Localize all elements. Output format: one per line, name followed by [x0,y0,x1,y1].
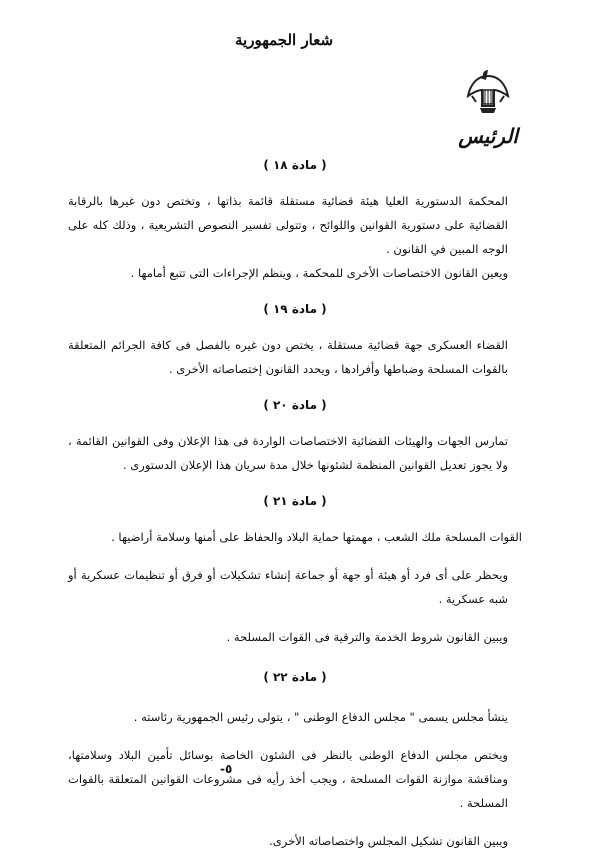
article-20-title: ( مادة ٢٠ ) [263,398,327,412]
calligraphy-text: شعار الجمهورية [235,31,334,49]
eagle-emblem-icon [464,66,512,118]
calligraphy-header [235,30,334,49]
article-20-paragraph-1: تمارس الجهات والهيئات القضائية الاختصاصات الواردة فى هذا الإعلان وفى القوانين القائمة ، ولا يجوز تعديل القوانين المنظمة لشئونها خلال مدة سريان هذا الإعلان الدستورى . [68,434,508,472]
page-mark: -٥ [220,762,233,776]
article-19-paragraph-1: القضاء العسكرى جهة قضائية مستقلة ، يختص دون غيره بالفصل فى كافة الجرائم المتعلقة بالقوات المسلحة وضباطها وأفرادها ، ويحدد القانون إختصاصاته الأخرى . [68,338,508,376]
article-21-paragraph-3: ويبين القانون شروط الخدمة والترقية فى القوات المسلحة . [226,630,508,644]
article-18-paragraph-1: المحكمة الدستورية العليا هيئة قضائية مستقلة قائمة بذاتها ، وتختص دون غيرها بالرقابة القضائية على دستورية القوانين واللوائح ، وتتولى تفسير النصوص التشريعية ، وذلك كله على الوجه المبين في القانون . [68,194,508,256]
article-22-paragraph-3: ويبين القانون تشكيل المجلس واختصاصاته الأخرى. [269,834,508,848]
article-18-paragraph-2: ويعين القانون الاختصاصات الأخرى للمحكمة ، وينظم الإجراءات التى تتبع أمامها . [130,266,508,280]
article-18-title: ( مادة ١٨ ) [263,158,327,172]
article-22-paragraph-2: ويختص مجلس الدفاع الوطنى بالنظر فى الشئون الخاصة بوسائل تأمين البلاد وسلامتها، ومناقشة موازنة القوات المسلحة ، ويجب أخذ رأيه فى مشروعات القوانين المتعلقة بالقوات المسلحة . [68,748,508,810]
article-21-title: ( مادة ٢١ ) [263,494,327,508]
document-body [68,155,522,853]
article-19-title: ( مادة ١٩ ) [263,302,327,316]
article-21-paragraph-1: القوات المسلحة ملك الشعب ، مهمتها حماية البلاد والحفاظ على أمنها وسلامة أراضيها . [111,530,522,544]
article-22-title: ( مادة ٢٢ ) [263,670,327,684]
article-22-paragraph-1: ينشأ مجلس يسمى " مجلس الدفاع الوطنى " ، يتولى رئيس الجمهورية رئاسته . [133,710,508,724]
article-21-paragraph-2: ويحظر على أى فرد أو هيئة أو جهة أو جماعة إنشاء تشكيلات أو فرق أو تنظيمات عسكرية أو شبه عسكرية . [68,568,508,606]
president-label: الرئيس [458,124,518,148]
